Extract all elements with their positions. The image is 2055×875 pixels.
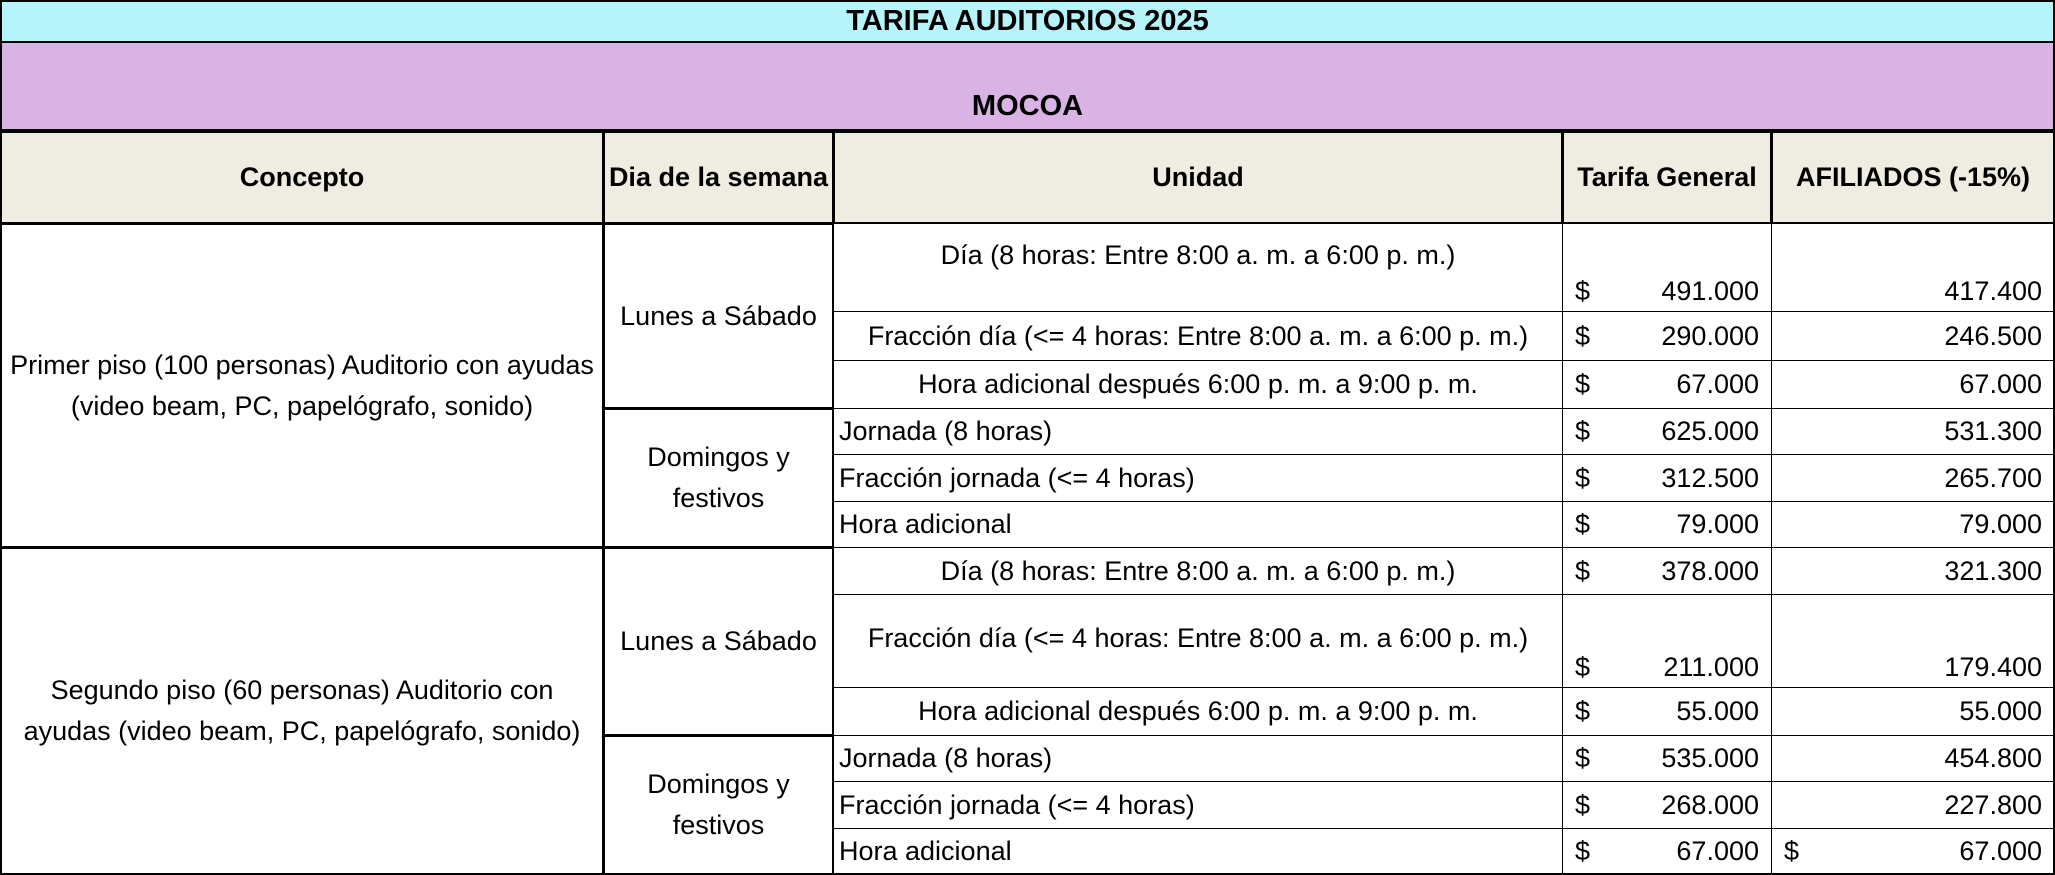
tarifa-value: 211.000 bbox=[1663, 652, 1759, 682]
afiliados-value: 67.000 bbox=[1959, 836, 2042, 866]
header-dia: Dia de la semana bbox=[603, 131, 834, 224]
currency-symbol: $ bbox=[1575, 320, 1591, 351]
tarifa-value: 491.000 bbox=[1661, 276, 1759, 306]
unidad-cell: Día (8 horas: Entre 8:00 a. m. a 6:00 p. m.) bbox=[833, 223, 1563, 312]
tarifa-value: 268.000 bbox=[1661, 789, 1759, 820]
tarifa-general-cell bbox=[1562, 454, 1772, 502]
afiliados-value: 265.700 bbox=[1944, 462, 2042, 493]
unidad-cell: Fracción día (<= 4 horas: Entre 8:00 a. m. a 6:00 p. m.) bbox=[833, 311, 1563, 361]
currency-symbol: $ bbox=[1575, 743, 1591, 773]
currency-symbol: $ bbox=[1784, 836, 1800, 866]
tarifa-general-cell bbox=[1562, 687, 1772, 736]
unidad-cell: Hora adicional bbox=[833, 501, 1563, 548]
afiliados-cell bbox=[1771, 360, 2055, 409]
tarifa-value: 312.500 bbox=[1661, 462, 1759, 493]
tarifa-general-cell bbox=[1562, 501, 1772, 548]
concepto-cell: Primer piso (100 personas) Auditorio con ayudas (video beam, PC, papelógrafo, sonido) bbox=[0, 223, 604, 548]
afiliados-cell bbox=[1771, 408, 2055, 455]
unidad-cell: Fracción día (<= 4 horas: Entre 8:00 a. m. a 6:00 p. m.) bbox=[833, 594, 1563, 688]
unidad-cell: Día (8 horas: Entre 8:00 a. m. a 6:00 p. m.) bbox=[833, 547, 1563, 595]
tarifa-value: 55.000 bbox=[1676, 696, 1759, 726]
tarifa-value: 378.000 bbox=[1661, 555, 1759, 586]
header-concepto: Concepto bbox=[0, 131, 604, 224]
tarifa-general-cell bbox=[1562, 828, 1772, 875]
afiliados-cell bbox=[1771, 547, 2055, 595]
tarifa-value: 535.000 bbox=[1661, 743, 1759, 773]
afiliados-value: 55.000 bbox=[1959, 696, 2042, 726]
currency-symbol: $ bbox=[1575, 509, 1591, 539]
afiliados-cell bbox=[1771, 454, 2055, 502]
afiliados-cell bbox=[1771, 594, 2055, 688]
afiliados-value: 321.300 bbox=[1944, 555, 2042, 586]
afiliados-value: 79.000 bbox=[1959, 509, 2042, 539]
tarifa-value: 67.000 bbox=[1676, 836, 1759, 866]
tarifa-general-cell bbox=[1562, 735, 1772, 782]
afiliados-value: 179.400 bbox=[1944, 652, 2042, 682]
dia-cell: Lunes a Sábado bbox=[603, 547, 834, 736]
afiliados-cell bbox=[1771, 501, 2055, 548]
tarifa-general-cell bbox=[1562, 360, 1772, 409]
header-afiliados: AFILIADOS (-15%) bbox=[1771, 131, 2055, 224]
afiliados-value: 67.000 bbox=[1959, 369, 2042, 399]
header-unidad: Unidad bbox=[833, 131, 1563, 224]
afiliados-cell bbox=[1771, 781, 2055, 829]
unidad-cell: Hora adicional después 6:00 p. m. a 9:00 p. m. bbox=[833, 360, 1563, 409]
tarifa-value: 79.000 bbox=[1676, 509, 1759, 539]
header-tarifa-general: Tarifa General bbox=[1562, 131, 1772, 224]
dia-cell: Domingos y festivos bbox=[603, 408, 834, 548]
tarifa-general-cell bbox=[1562, 311, 1772, 361]
tarifa-value: 67.000 bbox=[1676, 369, 1759, 399]
tarifa-value: 625.000 bbox=[1661, 416, 1759, 446]
dia-cell: Lunes a Sábado bbox=[603, 223, 834, 409]
currency-symbol: $ bbox=[1575, 276, 1591, 306]
afiliados-cell bbox=[1771, 687, 2055, 736]
tarifa-general-cell bbox=[1562, 408, 1772, 455]
currency-symbol: $ bbox=[1575, 416, 1591, 446]
unidad-cell: Fracción jornada (<= 4 horas) bbox=[833, 781, 1563, 829]
unidad-cell: Hora adicional después 6:00 p. m. a 9:00 p. m. bbox=[833, 687, 1563, 736]
currency-symbol: $ bbox=[1575, 555, 1591, 586]
currency-symbol: $ bbox=[1575, 696, 1591, 726]
unidad-cell: Jornada (8 horas) bbox=[833, 735, 1563, 782]
dia-cell: Domingos y festivos bbox=[603, 735, 834, 875]
tarifa-value: 290.000 bbox=[1661, 320, 1759, 351]
currency-symbol: $ bbox=[1575, 789, 1591, 820]
afiliados-cell bbox=[1771, 828, 2055, 875]
unidad-cell: Fracción jornada (<= 4 horas) bbox=[833, 454, 1563, 502]
concepto-cell: Segundo piso (60 personas) Auditorio con ayudas (video beam, PC, papelógrafo, sonido) bbox=[0, 547, 604, 875]
tarifa-general-cell bbox=[1562, 781, 1772, 829]
unidad-cell: Jornada (8 horas) bbox=[833, 408, 1563, 455]
currency-symbol: $ bbox=[1575, 652, 1591, 682]
afiliados-cell bbox=[1771, 223, 2055, 312]
currency-symbol: $ bbox=[1575, 462, 1591, 493]
currency-symbol: $ bbox=[1575, 836, 1591, 866]
afiliados-value: 454.800 bbox=[1944, 743, 2042, 773]
currency-symbol: $ bbox=[1575, 369, 1591, 399]
afiliados-value: 417.400 bbox=[1944, 276, 2042, 306]
afiliados-value: 246.500 bbox=[1944, 320, 2042, 351]
tarifa-general-cell bbox=[1562, 547, 1772, 595]
tarifa-general-cell bbox=[1562, 223, 1772, 312]
afiliados-cell bbox=[1771, 735, 2055, 782]
sheet-title: TARIFA AUDITORIOS 2025 bbox=[0, 0, 2055, 43]
afiliados-cell bbox=[1771, 311, 2055, 361]
afiliados-value: 531.300 bbox=[1944, 416, 2042, 446]
tarifa-general-cell bbox=[1562, 594, 1772, 688]
unidad-cell: Hora adicional bbox=[833, 828, 1563, 875]
afiliados-value: 227.800 bbox=[1944, 789, 2042, 820]
location-header: MOCOA bbox=[0, 43, 2055, 131]
